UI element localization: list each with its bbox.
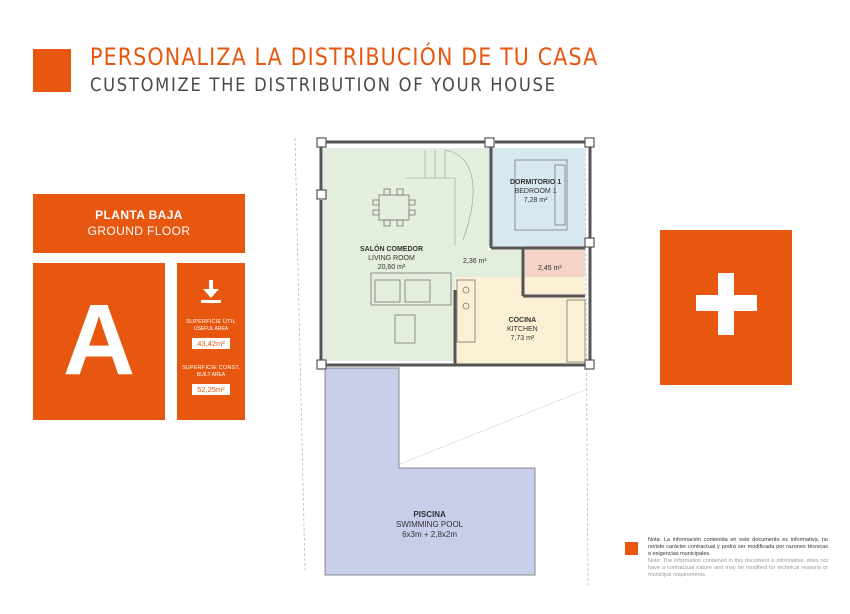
built-area-label-en: BUILT AREA [196, 372, 226, 378]
add-option-button[interactable] [660, 230, 792, 385]
disclaimer-es: Nota: La información contenida en este documento es informativa, no reviste carácter contractual y podrá ser modificada por razones técnicas o exigencias municipales. [648, 537, 828, 557]
pool-size: 6x3m + 2,8x2m [402, 530, 458, 539]
useful-area-label-en: USEFUL AREA [193, 326, 229, 332]
living-room-name-es: SALÓN COMEDOR [360, 246, 423, 253]
slope-line [385, 390, 585, 470]
house-type-panel [33, 263, 165, 420]
download-icon[interactable] [198, 279, 224, 305]
header-accent-square [33, 49, 71, 92]
floor-name-en: GROUND FLOOR [87, 224, 191, 238]
living-room-name-en: LIVING ROOM [368, 255, 415, 262]
disclaimer-en: Note: The information contained in this document is informative, does not have a contractual nature and may be modified for technical reasons or municipal requirements. [648, 558, 828, 578]
hall-size: 2,36 m² [463, 258, 487, 265]
kitchen-size: 7,73 m² [510, 335, 535, 342]
note-accent-square [625, 542, 638, 555]
living-room-size: 20,60 m² [377, 264, 406, 271]
built-area-label: SUPERFICIE CONST. [181, 365, 241, 371]
kitchen-name-en: KITCHEN [507, 326, 538, 333]
living-room-label [360, 245, 423, 272]
useful-area-label: SUPERFICIE ÚTIL [186, 319, 236, 325]
page-title: PERSONALIZA LA DISTRIBUCIÓN DE TU CASA [90, 43, 599, 71]
bedroom-name-es: DORMITORIO 1 [510, 179, 562, 186]
kitchen-name-es: COCINA [508, 317, 537, 324]
bathroom-size: 2,45 m² [538, 265, 562, 272]
floor-name-panel [33, 194, 245, 253]
bedroom-label [510, 178, 561, 205]
pool-name-es: PISCINA [413, 510, 446, 519]
built-area-value: 52,25m² [192, 384, 230, 395]
page-subtitle: CUSTOMIZE THE DISTRIBUTION OF YOUR HOUSE [90, 74, 557, 96]
pool-label [396, 510, 463, 540]
bedroom-size: 7,28 m² [523, 197, 548, 204]
plot-boundary-left [295, 138, 305, 570]
bedroom-name-en: BEDROOM 1 [514, 188, 557, 195]
pool-name-en: SWIMMING POOL [396, 520, 464, 529]
house-type-letter: A [62, 284, 136, 396]
areas-panel [177, 263, 245, 420]
useful-area-value: 43,42m² [192, 338, 230, 349]
kitchen-label [507, 316, 538, 343]
disclaimer-note [648, 537, 828, 579]
pool-area [325, 368, 535, 575]
floor-name-es: PLANTA BAJA [95, 208, 183, 222]
